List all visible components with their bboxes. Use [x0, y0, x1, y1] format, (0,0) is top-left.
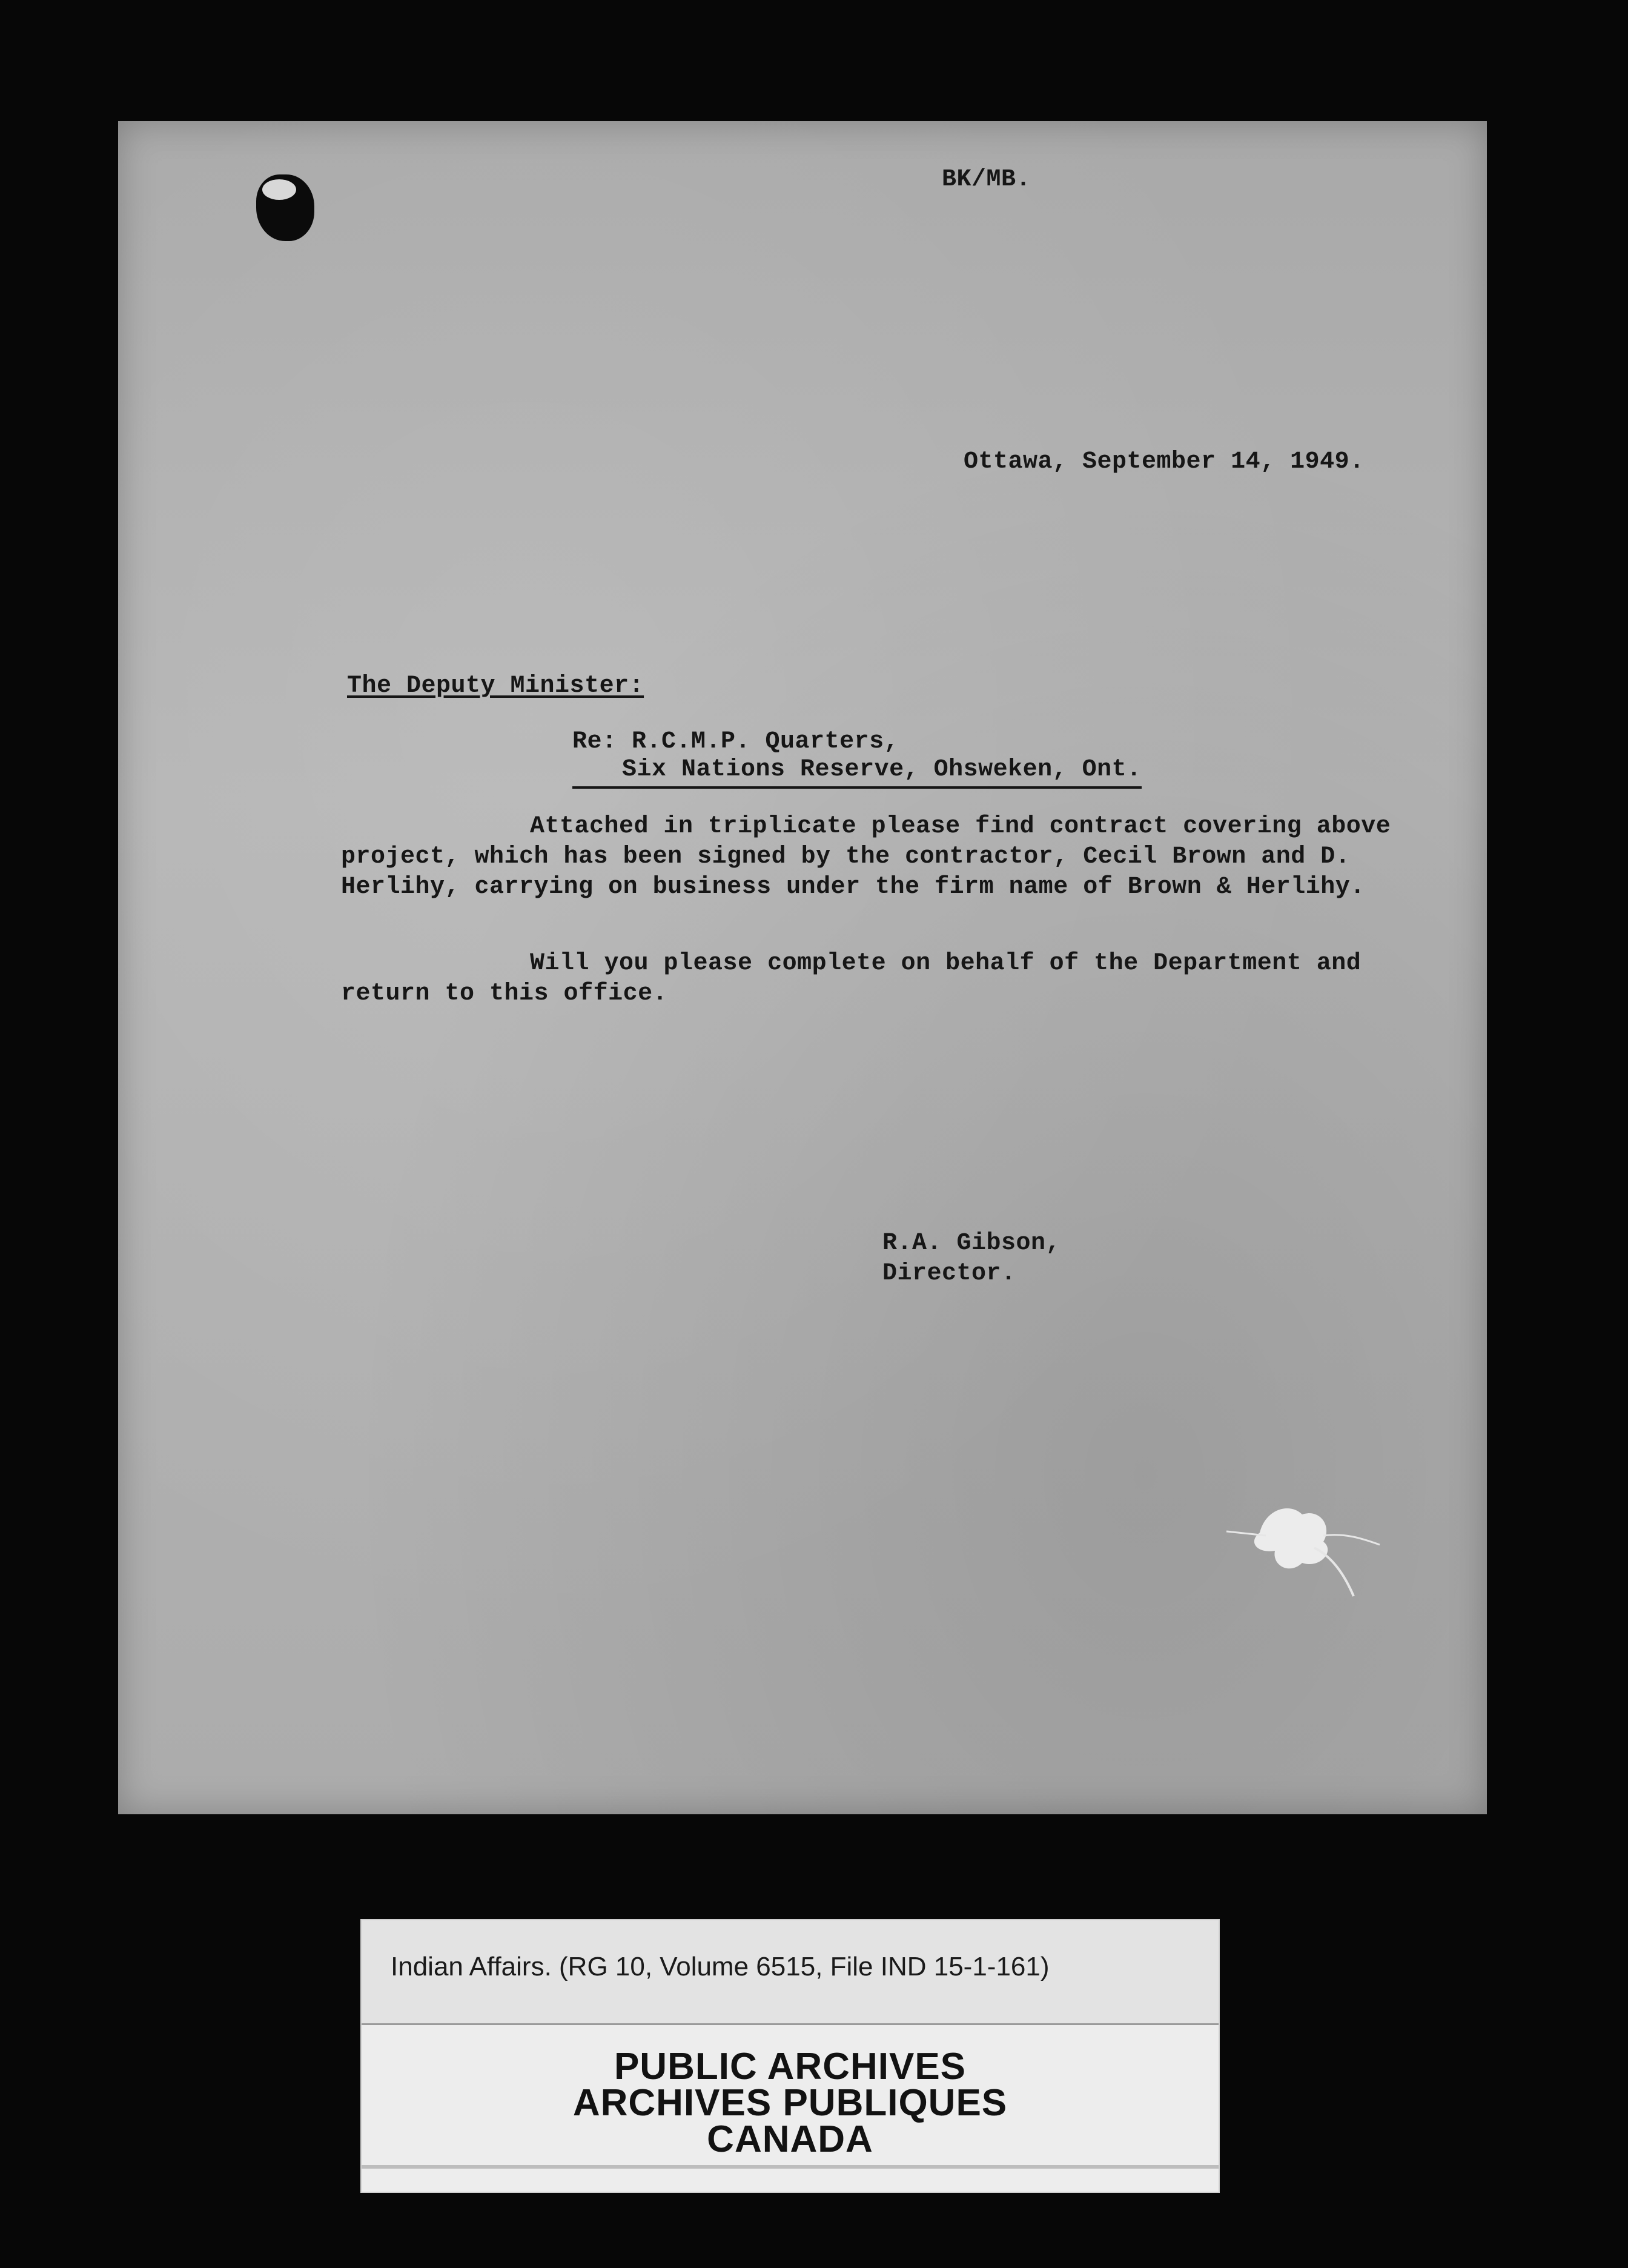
letter-page: [118, 121, 1487, 1814]
body-paragraph-1: Attached in triplicate please find contract covering above project, which has been signed by the contractor, Cecil Brown and D. Herlihy, carrying on business under the firm name of Brown & Herlihy.: [341, 813, 1391, 901]
signature-block: [882, 1228, 1061, 1289]
body-paragraph-2: Will you please complete on behalf of the Department and return to this office.: [341, 950, 1362, 1007]
signatory-name: R.A. Gibson,: [882, 1230, 1061, 1257]
label-reference-band: [362, 1920, 1219, 2025]
subject-line-1: Re: R.C.M.P. Quarters,: [572, 728, 899, 755]
archive-label-card: [360, 1919, 1220, 2193]
archive-name-english: PUBLIC ARCHIVES: [614, 2046, 967, 2087]
archive-country: CANADA: [707, 2118, 873, 2160]
archive-name-french: ARCHIVES PUBLIQUES: [572, 2082, 1008, 2124]
signatory-title: Director.: [882, 1260, 1016, 1287]
punch-hole-highlight: [262, 179, 296, 200]
film-damage-blot: [1223, 1490, 1381, 1599]
addressee: The Deputy Minister:: [347, 672, 644, 700]
subject-line-2: Six Nations Reserve, Ohsweken, Ont.: [572, 755, 1142, 789]
date-line: Ottawa, September 14, 1949.: [964, 448, 1365, 476]
archive-reference: Indian Affairs. (RG 10, Volume 6515, File IND 15-1-161): [391, 1952, 1050, 1981]
reference-code: BK/MB.: [942, 166, 1031, 193]
label-divider: [362, 2165, 1219, 2169]
